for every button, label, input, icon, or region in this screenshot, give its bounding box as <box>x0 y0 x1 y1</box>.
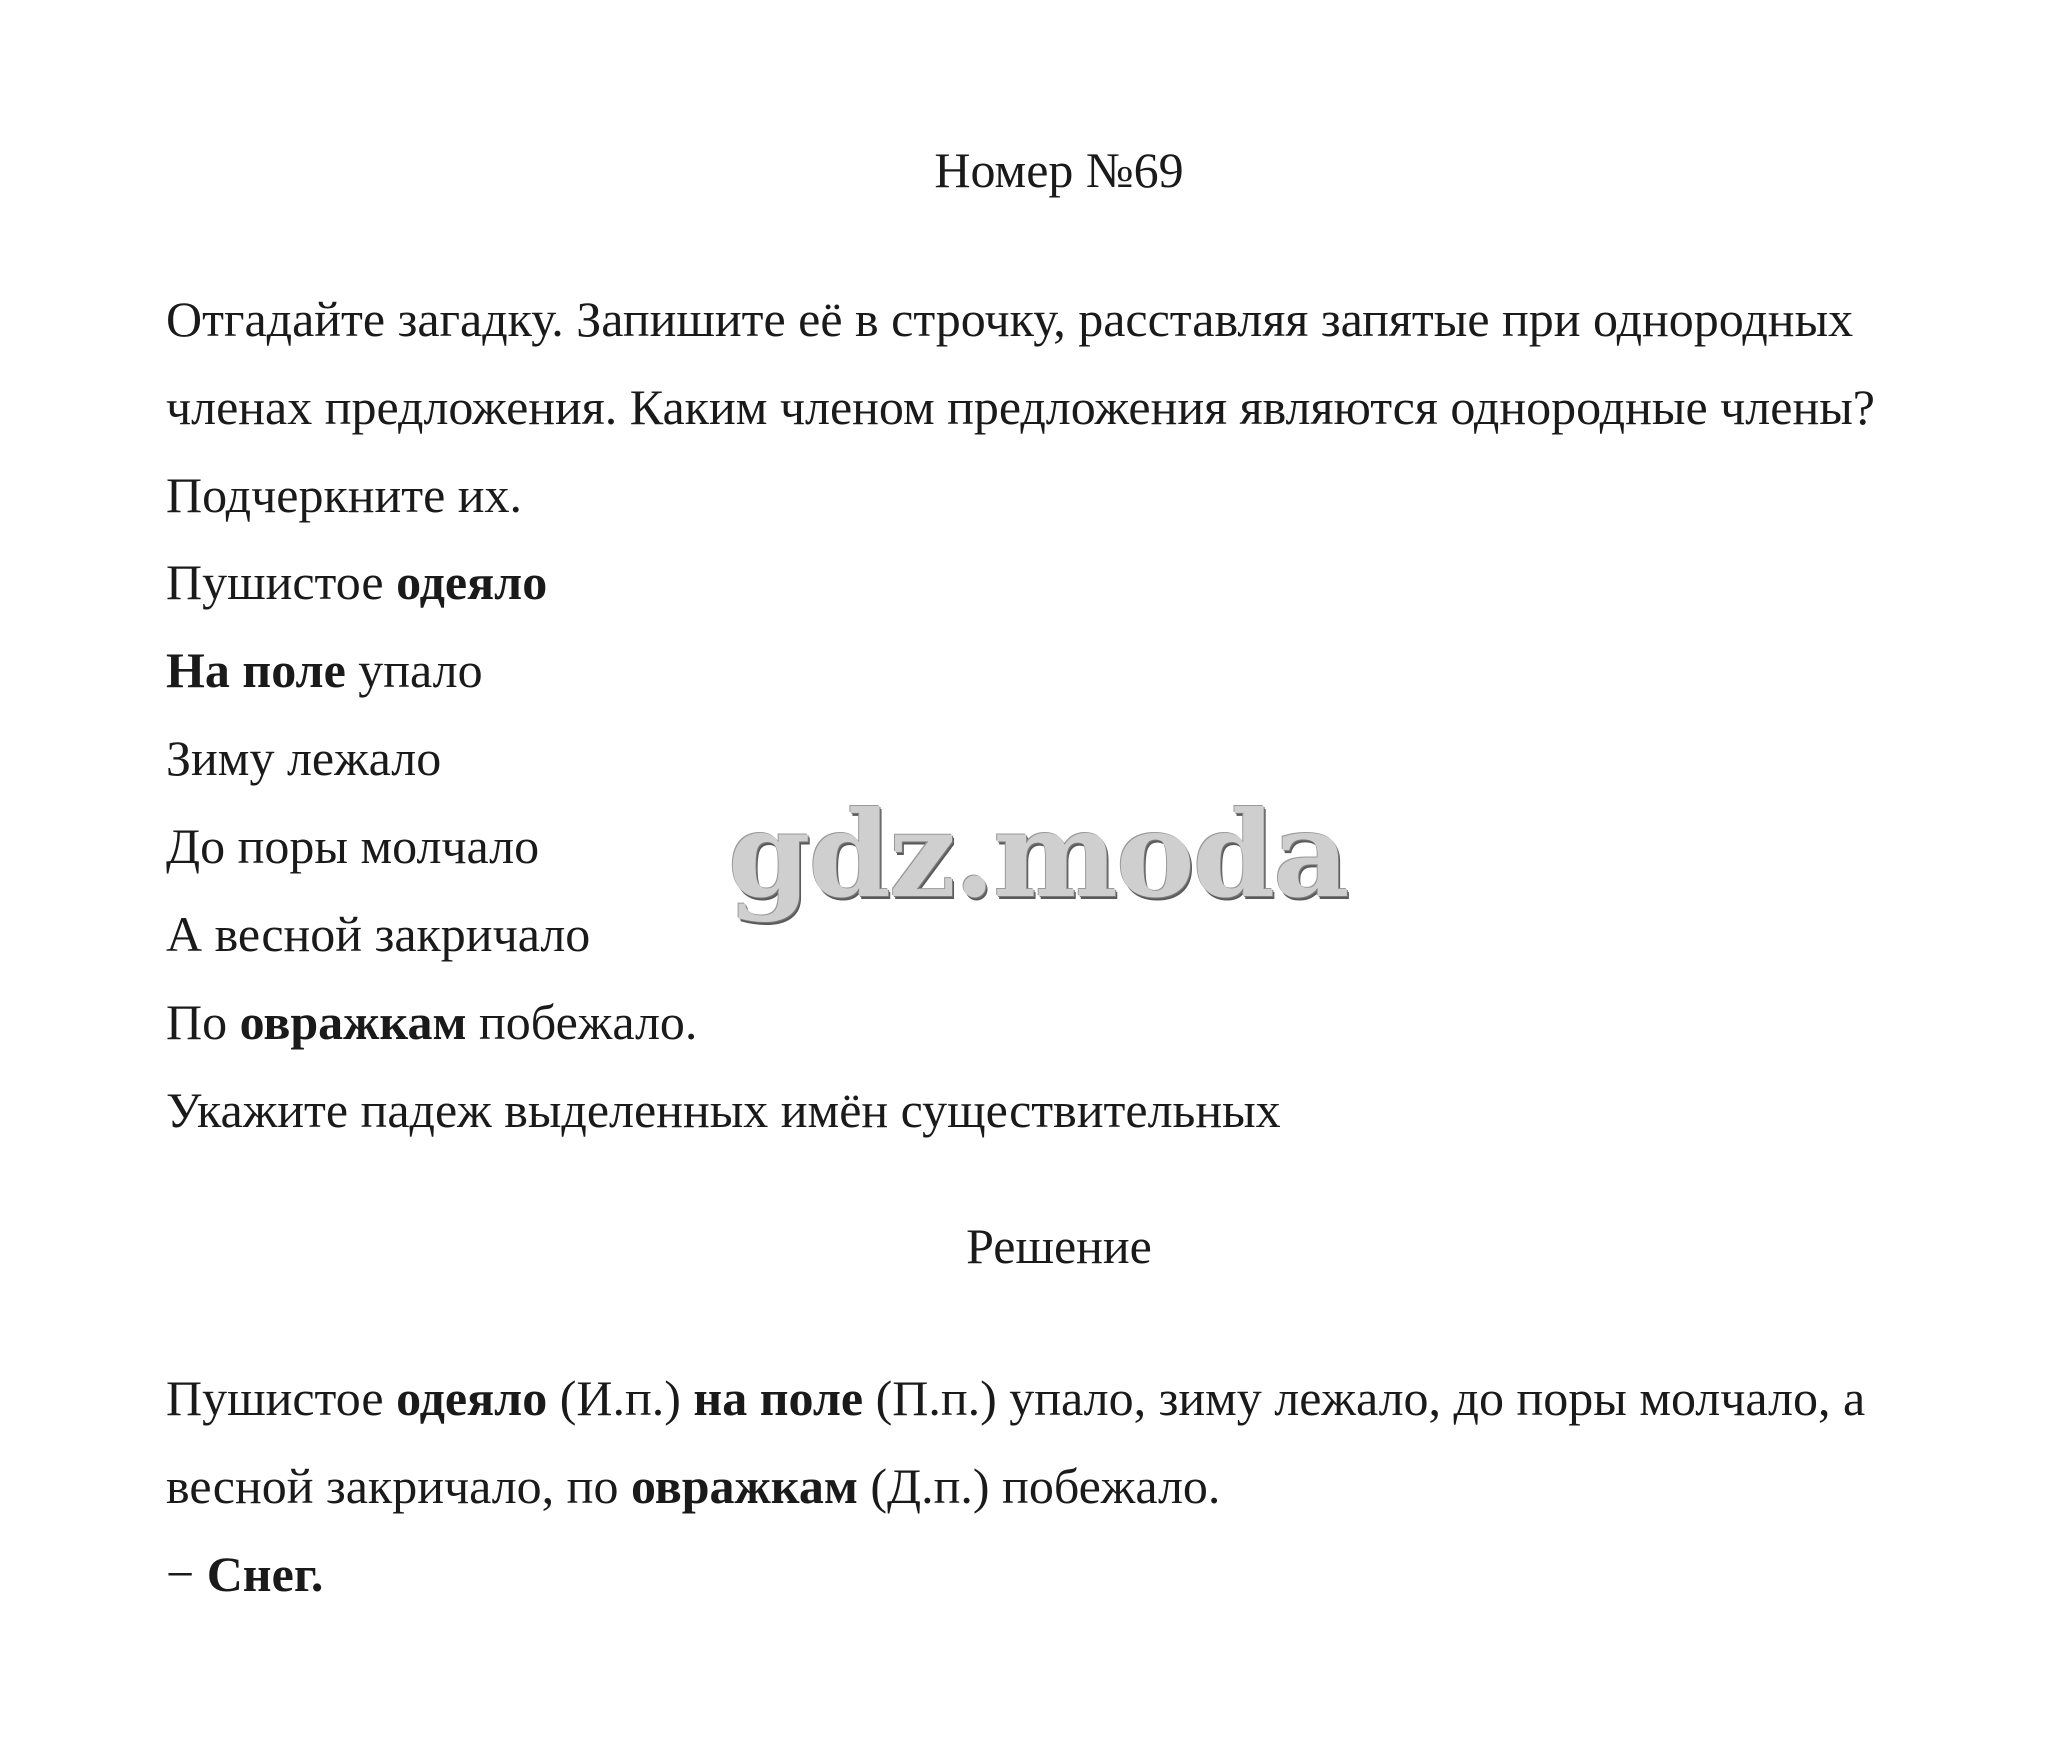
riddle-bold-word: На поле <box>166 642 346 698</box>
riddle-text: По <box>166 994 240 1050</box>
answer-bold-word: овражкам <box>630 1458 858 1514</box>
riddle-line-3: Зиму лежало <box>166 730 442 786</box>
answer-text <box>166 1354 1926 1618</box>
riddle-text: Пушистое <box>166 554 397 610</box>
answer-text-part: Пушистое <box>166 1370 397 1426</box>
answer-bold-word: одеяло <box>396 1370 548 1426</box>
answer-riddle-solution: Снег. <box>206 1546 324 1602</box>
riddle-line-6 <box>166 978 1281 1066</box>
problem-title: Номер №69 <box>934 142 1184 198</box>
riddle-line-1 <box>166 538 1281 626</box>
watermark-logo: gdz.moda <box>728 785 1348 924</box>
riddle-line-2 <box>166 626 1281 714</box>
solution-title: Решение <box>966 1218 1152 1274</box>
answer-bold-word: на поле <box>693 1370 864 1426</box>
answer-text-part: (П.п.) упало, зиму лежало, до поры молчало, а весной закричало, по <box>166 1370 1866 1514</box>
task-text: Отгадайте загадку. Запишите её в строчку, расставляя запятые при однородных членах предложения. Каким членом предложения являются однородные члены? Подчеркните их. <box>166 291 1875 523</box>
riddle-bold-word: одеяло <box>396 554 548 610</box>
riddle-bold-word: овражкам <box>239 994 467 1050</box>
riddle-instruction: Укажите падеж выделенных имён существительных <box>166 1082 1281 1138</box>
riddle-line-4: До поры молчало <box>166 818 540 874</box>
riddle-text: побежало. <box>466 994 698 1050</box>
riddle-text: упало <box>345 642 483 698</box>
answer-text-part: (И.п.) <box>547 1370 694 1426</box>
riddle-line-5: А весной закричало <box>166 906 591 962</box>
answer-text-part: (Д.п.) побежало. <box>857 1458 1221 1514</box>
answer-dash: − <box>166 1546 207 1602</box>
